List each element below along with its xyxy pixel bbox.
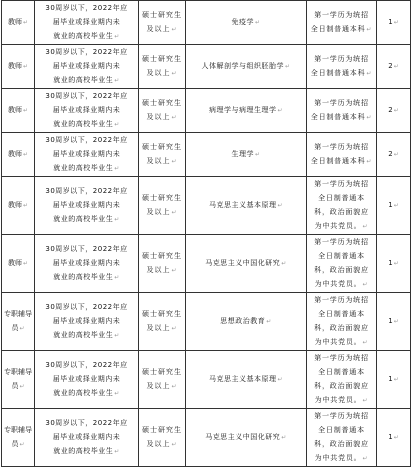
paragraph-mark-icon: ↵ xyxy=(171,70,178,77)
paragraph-mark-icon: ↵ xyxy=(22,151,29,158)
major-line: 病理学与病理生理学↵ xyxy=(208,106,284,114)
paragraph-mark-icon: ↵ xyxy=(393,107,399,114)
paragraph-mark-icon: ↵ xyxy=(362,281,369,288)
table-row xyxy=(2,45,411,89)
requirement-line: 全日制普通本科↵ xyxy=(310,69,373,77)
requirement-cell xyxy=(307,1,377,45)
paragraph-mark-icon: ↵ xyxy=(114,390,120,397)
paragraph-mark-icon: ↵ xyxy=(171,114,178,121)
condition-line: 就业的高校毕业生↵ xyxy=(53,331,120,339)
condition-line: 届毕业或择业期内未 xyxy=(52,106,121,114)
paragraph-mark-icon: ↵ xyxy=(19,383,25,390)
major-line: 思想政治教育↵ xyxy=(220,317,272,325)
condition-line: 30周岁以下，2022年应 xyxy=(45,245,128,253)
condition-line: 30周岁以下，2022年应 xyxy=(45,361,128,369)
major-line: 马克思主义中国化研究↵ xyxy=(205,259,287,267)
major-line: 马克思主义基本原理↵ xyxy=(208,201,284,209)
paragraph-mark-icon: ↵ xyxy=(284,63,291,70)
major-cell xyxy=(186,45,307,89)
condition-line: 届毕业或择业期内未 xyxy=(52,62,121,70)
table-row xyxy=(2,133,411,177)
count-text: 1↵ xyxy=(388,201,399,209)
count-cell xyxy=(377,177,411,235)
condition-cell xyxy=(35,1,139,45)
degree-cell xyxy=(139,351,186,409)
count-cell xyxy=(377,351,411,409)
paragraph-mark-icon: ↵ xyxy=(362,455,369,462)
degree-line: 及以上↵ xyxy=(146,266,178,274)
condition-line: 就业的高校毕业生↵ xyxy=(53,76,120,84)
degree-line: 硕士研究生 xyxy=(142,310,182,318)
requirement-line: 全日制普通本科↵ xyxy=(310,157,373,165)
condition-line: 就业的高校毕业生↵ xyxy=(53,389,120,397)
paragraph-mark-icon: ↵ xyxy=(254,19,261,26)
degree-line: 硕士研究生 xyxy=(142,252,182,260)
requirement-line: 为中共党员。↵ xyxy=(314,396,369,404)
paragraph-mark-icon: ↵ xyxy=(393,434,399,441)
count-cell xyxy=(377,133,411,177)
table-row xyxy=(2,409,411,467)
count-cell xyxy=(377,235,411,293)
table-row xyxy=(2,293,411,351)
paragraph-mark-icon: ↵ xyxy=(114,274,120,281)
requirement-line: 第一学历为统招 xyxy=(314,412,369,420)
count-cell xyxy=(377,89,411,133)
condition-line: 就业的高校毕业生↵ xyxy=(53,32,120,40)
requirement-cell xyxy=(307,409,377,467)
major-line: 马克思主义基本原理↵ xyxy=(208,375,284,383)
condition-cell xyxy=(35,133,139,177)
paragraph-mark-icon: ↵ xyxy=(114,33,120,40)
condition-line: 30周岁以下，2022年应 xyxy=(45,136,128,144)
paragraph-mark-icon: ↵ xyxy=(393,151,399,158)
requirement-cell xyxy=(307,293,377,351)
paragraph-mark-icon: ↵ xyxy=(171,267,178,274)
paragraph-mark-icon: ↵ xyxy=(22,63,29,70)
requirement-line: 全日制普通本 xyxy=(318,194,365,202)
requirement-line: 第一学历为统招 xyxy=(314,238,369,246)
major-line: 生理学↵ xyxy=(231,150,261,158)
position-text: 教师↵ xyxy=(7,259,29,267)
position-cell xyxy=(2,409,35,467)
major-cell xyxy=(186,409,307,467)
condition-line: 届毕业或择业期内未 xyxy=(52,317,121,325)
condition-line: 30周岁以下，2022年应 xyxy=(45,419,128,427)
condition-line: 届毕业或择业期内未 xyxy=(52,18,121,26)
requirement-line: 全日制普通本 xyxy=(318,252,365,260)
paragraph-mark-icon: ↵ xyxy=(366,26,373,33)
condition-line: 30周岁以下，2022年应 xyxy=(45,4,128,12)
count-cell xyxy=(377,1,411,45)
requirement-line: 科，政治面貌应 xyxy=(314,382,369,390)
degree-cell xyxy=(139,45,186,89)
position-cell xyxy=(2,133,35,177)
table-row xyxy=(2,235,411,293)
requirement-line: 为中共党员。↵ xyxy=(314,280,369,288)
count-text: 2↵ xyxy=(388,106,399,114)
requirement-cell xyxy=(307,45,377,89)
paragraph-mark-icon: ↵ xyxy=(362,339,369,346)
condition-cell xyxy=(35,293,139,351)
condition-line: 就业的高校毕业生↵ xyxy=(53,447,120,455)
major-line: 免疫学↵ xyxy=(231,18,261,26)
paragraph-mark-icon: ↵ xyxy=(281,260,287,267)
degree-line: 硕士研究生 xyxy=(142,368,182,376)
requirement-line: 第一学历为统招 xyxy=(314,296,369,304)
paragraph-mark-icon: ↵ xyxy=(114,216,120,223)
requirement-line: 为中共党员。↵ xyxy=(314,222,369,230)
paragraph-mark-icon: ↵ xyxy=(266,318,272,325)
paragraph-mark-icon: ↵ xyxy=(114,165,120,172)
condition-cell xyxy=(35,235,139,293)
requirement-cell xyxy=(307,235,377,293)
condition-line: 30周岁以下，2022年应 xyxy=(45,187,128,195)
paragraph-mark-icon: ↵ xyxy=(366,158,373,165)
major-cell xyxy=(186,89,307,133)
requirement-cell xyxy=(307,133,377,177)
paragraph-mark-icon: ↵ xyxy=(114,332,120,339)
count-cell xyxy=(377,409,411,467)
major-cell xyxy=(186,235,307,293)
requirement-line: 为中共党员。↵ xyxy=(314,454,369,462)
count-text: 1↵ xyxy=(388,18,399,26)
degree-line: 及以上↵ xyxy=(146,382,178,390)
count-text: 2↵ xyxy=(388,150,399,158)
paragraph-mark-icon: ↵ xyxy=(114,77,120,84)
condition-line: 就业的高校毕业生↵ xyxy=(53,120,120,128)
requirement-line: 第一学历为统招 xyxy=(314,143,369,151)
condition-line: 届毕业或择业期内未 xyxy=(52,150,121,158)
condition-line: 就业的高校毕业生↵ xyxy=(53,273,120,281)
requirement-line: 全日制普通本科↵ xyxy=(310,25,373,33)
paragraph-mark-icon: ↵ xyxy=(22,260,29,267)
paragraph-mark-icon: ↵ xyxy=(277,107,284,114)
requirement-line: 科，政治面貌应 xyxy=(314,266,369,274)
count-text: 2↵ xyxy=(388,62,399,70)
degree-line: 硕士研究生 xyxy=(142,426,182,434)
position-text: 教师↵ xyxy=(7,62,29,70)
paragraph-mark-icon: ↵ xyxy=(281,434,287,441)
condition-line: 届毕业或择业期内未 xyxy=(52,375,121,383)
table-body xyxy=(2,1,411,467)
condition-cell xyxy=(35,177,139,235)
requirement-line: 第一学历为统招 xyxy=(314,55,369,63)
table-row xyxy=(2,177,411,235)
paragraph-mark-icon: ↵ xyxy=(254,151,261,158)
requirement-line: 全日制普通本科↵ xyxy=(310,113,373,121)
paragraph-mark-icon: ↵ xyxy=(171,441,178,448)
degree-cell xyxy=(139,1,186,45)
requirement-cell xyxy=(307,351,377,409)
degree-line: 硕士研究生 xyxy=(142,194,182,202)
requirement-cell xyxy=(307,89,377,133)
condition-line: 届毕业或择业期内未 xyxy=(52,433,121,441)
paragraph-mark-icon: ↵ xyxy=(393,376,399,383)
paragraph-mark-icon: ↵ xyxy=(114,448,120,455)
position-text: 专职辅导员↵ xyxy=(4,426,32,448)
position-cell xyxy=(2,235,35,293)
requirement-line: 第一学历为统招 xyxy=(314,11,369,19)
degree-line: 及以上↵ xyxy=(146,157,178,165)
paragraph-mark-icon: ↵ xyxy=(19,325,25,332)
major-cell xyxy=(186,1,307,45)
requirement-line: 科，政治面貌应 xyxy=(314,324,369,332)
condition-line: 就业的高校毕业生↵ xyxy=(53,215,120,223)
paragraph-mark-icon: ↵ xyxy=(277,376,284,383)
degree-line: 硕士研究生 xyxy=(142,143,182,151)
major-cell xyxy=(186,293,307,351)
paragraph-mark-icon: ↵ xyxy=(366,70,373,77)
degree-cell xyxy=(139,409,186,467)
paragraph-mark-icon: ↵ xyxy=(114,121,120,128)
major-line: 马克思主义中国化研究↵ xyxy=(205,433,287,441)
paragraph-mark-icon: ↵ xyxy=(171,325,178,332)
degree-cell xyxy=(139,177,186,235)
condition-cell xyxy=(35,45,139,89)
condition-line: 届毕业或择业期内未 xyxy=(52,201,121,209)
paragraph-mark-icon: ↵ xyxy=(19,441,25,448)
position-cell xyxy=(2,45,35,89)
position-text: 教师↵ xyxy=(7,18,29,26)
requirement-line: 科，政治面貌应 xyxy=(314,208,369,216)
requirement-line: 科，政治面貌应 xyxy=(314,440,369,448)
requirement-line: 第一学历为统招 xyxy=(314,99,369,107)
position-text: 教师↵ xyxy=(7,150,29,158)
paragraph-mark-icon: ↵ xyxy=(171,26,178,33)
count-text: 1↵ xyxy=(388,375,399,383)
position-text: 专职辅导员↵ xyxy=(4,310,32,332)
condition-line: 30周岁以下，2022年应 xyxy=(45,303,128,311)
degree-line: 硕士研究生 xyxy=(142,55,182,63)
position-text: 教师↵ xyxy=(7,201,29,209)
table-row xyxy=(2,1,411,45)
condition-cell xyxy=(35,409,139,467)
paragraph-mark-icon: ↵ xyxy=(277,202,284,209)
paragraph-mark-icon: ↵ xyxy=(366,114,373,121)
paragraph-mark-icon: ↵ xyxy=(362,397,369,404)
paragraph-mark-icon: ↵ xyxy=(393,19,399,26)
position-cell xyxy=(2,351,35,409)
degree-cell xyxy=(139,235,186,293)
requirement-line: 第一学历为统招 xyxy=(314,354,369,362)
degree-cell xyxy=(139,133,186,177)
major-cell xyxy=(186,177,307,235)
position-text: 教师↵ xyxy=(7,106,29,114)
condition-line: 30周岁以下，2022年应 xyxy=(45,92,128,100)
position-text: 专职辅导员↵ xyxy=(4,368,32,390)
paragraph-mark-icon: ↵ xyxy=(393,63,399,70)
requirement-line: 第一学历为统招 xyxy=(314,180,369,188)
condition-cell xyxy=(35,351,139,409)
count-text: 1↵ xyxy=(388,433,399,441)
requirement-line: 全日制普通本 xyxy=(318,310,365,318)
paragraph-mark-icon: ↵ xyxy=(171,158,178,165)
recruitment-table xyxy=(1,0,411,467)
condition-line: 30周岁以下，2022年应 xyxy=(45,48,128,56)
paragraph-mark-icon: ↵ xyxy=(22,202,29,209)
degree-line: 及以上↵ xyxy=(146,440,178,448)
degree-cell xyxy=(139,89,186,133)
condition-line: 就业的高校毕业生↵ xyxy=(53,164,120,172)
condition-cell xyxy=(35,89,139,133)
count-text: 1↵ xyxy=(388,317,399,325)
major-cell xyxy=(186,133,307,177)
paragraph-mark-icon: ↵ xyxy=(171,383,178,390)
position-cell xyxy=(2,89,35,133)
major-cell xyxy=(186,351,307,409)
degree-line: 及以上↵ xyxy=(146,25,178,33)
paragraph-mark-icon: ↵ xyxy=(171,209,178,216)
requirement-line: 为中共党员。↵ xyxy=(314,338,369,346)
degree-line: 硕士研究生 xyxy=(142,99,182,107)
major-line: 人体解剖学与组织胚胎学↵ xyxy=(201,62,291,70)
paragraph-mark-icon: ↵ xyxy=(393,202,399,209)
requirement-cell xyxy=(307,177,377,235)
paragraph-mark-icon: ↵ xyxy=(393,260,399,267)
condition-line: 届毕业或择业期内未 xyxy=(52,259,121,267)
count-cell xyxy=(377,293,411,351)
table-row xyxy=(2,89,411,133)
degree-line: 硕士研究生 xyxy=(142,11,182,19)
position-cell xyxy=(2,177,35,235)
position-cell xyxy=(2,1,35,45)
paragraph-mark-icon: ↵ xyxy=(22,19,29,26)
requirement-line: 全日制普通本 xyxy=(318,426,365,434)
degree-line: 及以上↵ xyxy=(146,113,178,121)
degree-cell xyxy=(139,293,186,351)
degree-line: 及以上↵ xyxy=(146,69,178,77)
paragraph-mark-icon: ↵ xyxy=(393,318,399,325)
degree-line: 及以上↵ xyxy=(146,208,178,216)
count-cell xyxy=(377,45,411,89)
table-row xyxy=(2,351,411,409)
paragraph-mark-icon: ↵ xyxy=(362,223,369,230)
position-cell xyxy=(2,293,35,351)
degree-line: 及以上↵ xyxy=(146,324,178,332)
count-text: 1↵ xyxy=(388,259,399,267)
requirement-line: 全日制普通本 xyxy=(318,368,365,376)
paragraph-mark-icon: ↵ xyxy=(22,107,29,114)
